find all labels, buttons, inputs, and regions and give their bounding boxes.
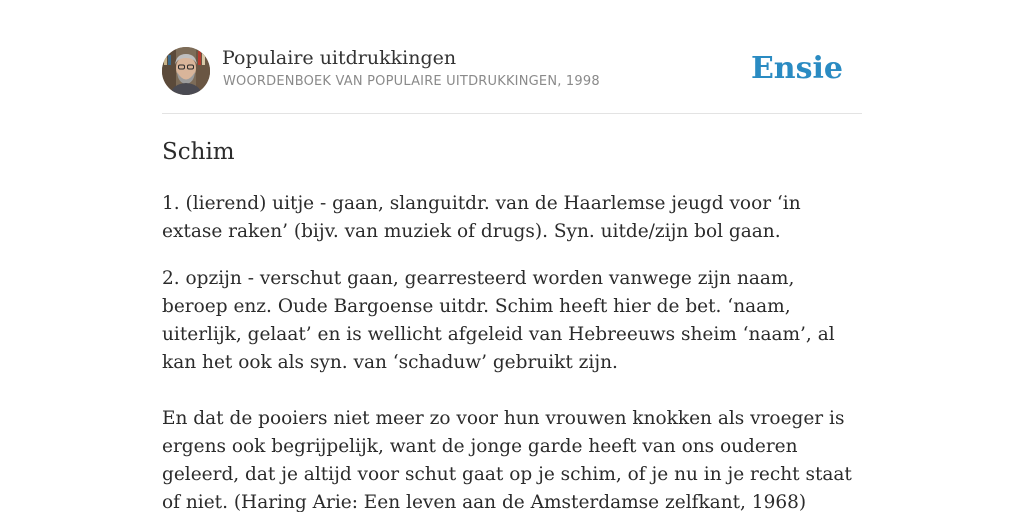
entry-title: Schim — [162, 139, 235, 165]
example-quote: En dat de pooiers niet meer zo voor hun vrouwen knokken als vroeger is ergens ook begrijpelijk, want de jonge garde heeft van ons ouderen geleerd, dat je altijd voor schut gaat op je schim, of je nu in je recht staat of niet. (Haring Arie: Een leven aan de Amsterdamse zelfkant, 1968) — [162, 408, 852, 512]
definition-paragraph: 1. (lierend) uitje - gaan, slanguitdr. van de Haarlemse jeugd voor ‘in extase raken’ (bijv. van muziek of drugs). Syn. uitde/zijn bol gaan. — [162, 193, 801, 242]
entry-card — [162, 0, 862, 512]
author-portrait-icon — [162, 47, 210, 95]
ensie-logo[interactable]: Ensie — [750, 51, 843, 86]
header-divider — [162, 113, 862, 114]
source-header — [162, 46, 862, 96]
source-title[interactable]: Populaire uitdrukkingen — [222, 47, 457, 69]
entry-body — [162, 190, 862, 512]
definition-paragraph: 2. opzijn - verschut gaan, gearresteerd worden vanwege zijn naam, beroep enz. Oude Bargoense uitdr. Schim heeft hier de bet. ‘naam, uiterlijk, gelaat’ en is wellicht afgeleid van Hebreeuws sheim ‘naam’, al kan het ook als syn. van ‘schaduw’ gebruikt zijn. — [162, 268, 835, 373]
source-subtitle: WOORDENBOEK VAN POPULAIRE UITDRUKKINGEN, 1998 — [223, 74, 600, 89]
author-avatar[interactable] — [162, 47, 210, 95]
